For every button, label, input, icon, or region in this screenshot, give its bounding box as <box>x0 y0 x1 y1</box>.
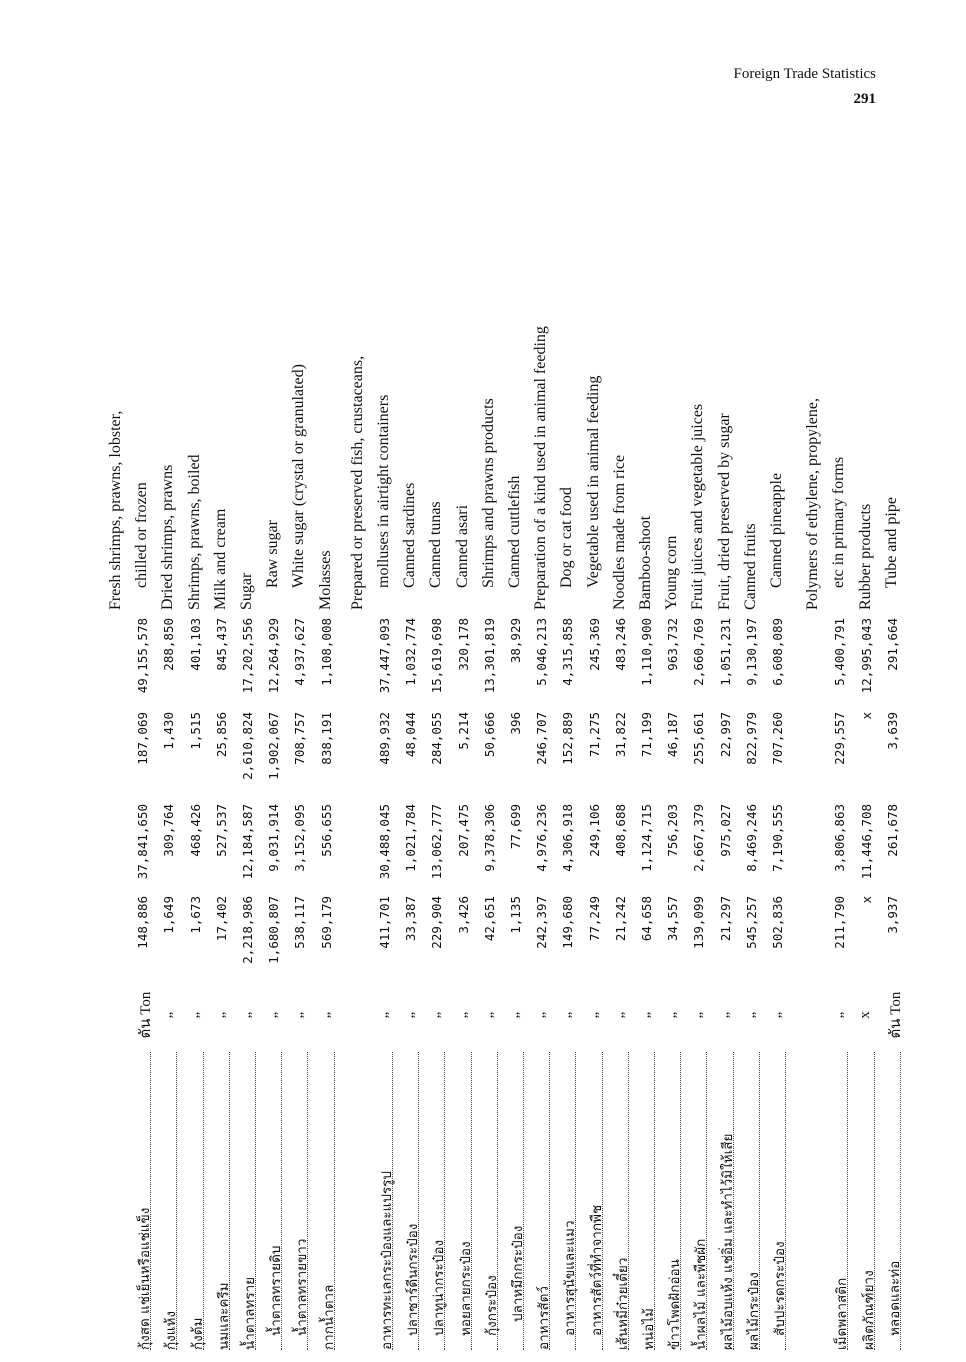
thai-label: กุ้งสด แช่เย็นหรือแช่แข็ง <box>133 1052 151 1350</box>
table-row <box>686 130 712 1350</box>
value-cell: 556,655 <box>318 804 334 857</box>
value-cell: 1,110,900 <box>639 618 654 686</box>
value-cell: 9,378,306 <box>481 804 497 872</box>
value-cell: 149,680 <box>560 896 576 949</box>
value-cell: 4,315,858 <box>560 618 576 686</box>
english-label: Milk and cream <box>211 508 229 610</box>
unit-cell: „ <box>637 1011 653 1019</box>
table-row <box>235 130 261 1350</box>
english-label: chilled or frozen <box>133 482 151 588</box>
english-label: Tube and pipe <box>882 497 900 588</box>
thai-label: ปลาทูน่ากระป๋อง <box>427 1052 445 1350</box>
english-label: Canned fruits <box>741 523 759 610</box>
value-cell: 1,515 <box>187 712 203 750</box>
english-label: Young corn <box>663 535 681 610</box>
value-cell: 15,619,698 <box>429 618 445 694</box>
thai-label: กากน้ำตาล <box>317 1052 335 1350</box>
value-cell: 49,155,578 <box>135 618 151 694</box>
value-cell: 22,997 <box>717 712 733 758</box>
table-row <box>209 130 235 1350</box>
unit-cell: „ <box>741 1011 758 1019</box>
value-cell: 64,658 <box>639 896 654 942</box>
thai-label: น้ำตาลทรายขาว <box>290 1052 308 1350</box>
value-cell: 9,130,197 <box>743 618 759 686</box>
value-cell: 489,932 <box>377 712 392 765</box>
unit-cell: „ <box>663 1011 680 1019</box>
value-cell: 12,995,043 <box>858 618 874 694</box>
value-cell: 1,124,715 <box>639 804 654 872</box>
unit-cell: „ <box>238 1011 254 1019</box>
value-cell: 1,108,008 <box>318 618 334 686</box>
value-cell: 38,929 <box>508 618 523 664</box>
value-cell: 3,426 <box>455 896 471 934</box>
english-label: White sugar (crystal or granulated) <box>290 364 308 588</box>
value-cell: 1,135 <box>508 896 523 934</box>
english-label: Prepared or preserved fish, crustaceans, <box>348 355 366 610</box>
unit-cell: ตัน Ton <box>887 991 904 1039</box>
table-row <box>582 130 608 1350</box>
english-label: Rubber products <box>856 503 874 610</box>
value-cell: 245,369 <box>586 618 602 671</box>
unit-cell: „ <box>290 1011 307 1019</box>
thai-label: กุ้งแห้ง <box>159 1052 177 1350</box>
value-cell: 242,397 <box>534 896 550 949</box>
value-cell: 468,426 <box>187 804 203 857</box>
value-cell: 483,246 <box>612 618 628 671</box>
unit-cell: „ <box>689 1011 706 1019</box>
table-row <box>104 130 130 1350</box>
table-row <box>739 130 765 1350</box>
value-cell: 12,264,929 <box>266 618 282 694</box>
value-cell: 502,836 <box>770 896 785 949</box>
value-cell: 545,257 <box>743 896 759 949</box>
english-label: Canned sardines <box>401 482 419 588</box>
value-cell: 1,051,231 <box>717 618 733 686</box>
value-cell: 17,402 <box>213 896 229 942</box>
table-row <box>261 130 287 1350</box>
value-cell: 1,673 <box>187 896 203 934</box>
value-cell: 1,902,067 <box>266 712 282 780</box>
value-cell: 148,886 <box>135 896 151 949</box>
value-cell: 401,103 <box>187 618 203 671</box>
table-row <box>880 130 906 1350</box>
english-label: Fruit, dried preserved by sugar <box>715 413 733 610</box>
table-row <box>183 130 209 1350</box>
value-cell: 756,203 <box>665 804 681 857</box>
value-cell: 13,062,777 <box>429 804 445 880</box>
value-cell: 3,937 <box>884 896 900 934</box>
thai-label: หอยลายกระป๋อง <box>454 1052 472 1350</box>
thai-label: อาหารสัตว์ <box>532 1052 550 1350</box>
table-row <box>424 130 450 1350</box>
table-row <box>346 130 372 1350</box>
english-label: Canned tunas <box>427 501 445 588</box>
value-cell: 13,301,819 <box>481 618 497 694</box>
value-cell: 25,856 <box>213 712 229 758</box>
page-header <box>733 66 876 108</box>
thai-label: น้ำตาลทรายดิบ <box>264 1052 282 1350</box>
value-cell: 246,707 <box>534 712 550 765</box>
thai-label: ปลาซาร์ดีนกระป๋อง <box>401 1052 419 1350</box>
table-row <box>634 130 660 1350</box>
value-cell: 527,537 <box>213 804 229 857</box>
english-label: Shrimps and prawns products <box>479 398 497 588</box>
unit-cell: „ <box>375 1011 391 1019</box>
value-cell: 291,664 <box>884 618 900 671</box>
value-cell: 71,199 <box>639 712 654 758</box>
value-cell: 21,242 <box>612 896 628 942</box>
table-row <box>827 130 853 1350</box>
table-row <box>555 130 581 1350</box>
unit-cell: „ <box>532 1011 549 1019</box>
value-cell: 31,822 <box>612 712 628 758</box>
rotated-table <box>90 130 904 1350</box>
value-cell: 261,678 <box>884 804 900 857</box>
value-cell: 975,027 <box>717 804 733 857</box>
value-cell: 1,680,807 <box>266 896 282 964</box>
english-label: Vegetable used in animal feeding <box>584 375 602 588</box>
english-label: Dried shrimps, prawns <box>159 464 177 610</box>
unit-cell: „ <box>264 1011 281 1019</box>
thai-label: กุ้งกระป๋อง <box>480 1052 498 1350</box>
thai-label: น้ำตาลทราย <box>238 1052 256 1350</box>
english-label: Canned asari <box>453 504 471 588</box>
unit-cell: „ <box>830 1011 847 1019</box>
thai-label: อาหารทะเลกระป๋องและแปรรูป <box>375 1052 393 1350</box>
unit-cell: „ <box>211 1011 228 1019</box>
value-cell: 4,976,236 <box>534 804 550 872</box>
thai-label: เม็ดพลาสติก <box>830 1052 848 1350</box>
value-cell: 396 <box>508 712 523 735</box>
thai-label: อาหารสัตว์ที่ทำจากพืช <box>585 1052 603 1350</box>
english-label: etc in primary forms <box>830 456 848 588</box>
table-row <box>451 130 477 1350</box>
value-cell: 309,764 <box>161 804 177 857</box>
unit-cell: „ <box>610 1011 627 1019</box>
value-cell: 3,152,095 <box>292 804 308 872</box>
value-cell: 50,666 <box>481 712 497 758</box>
value-cell: 2,218,986 <box>240 896 255 964</box>
table-row <box>801 130 827 1350</box>
unit-cell: „ <box>316 1011 333 1019</box>
thai-label: นมและครีม <box>212 1052 230 1350</box>
value-cell: 21,297 <box>717 896 733 942</box>
value-cell: 3,806,863 <box>832 804 848 872</box>
thai-label: หลอดและท่อ <box>883 1052 901 1350</box>
value-cell: 34,557 <box>665 896 681 942</box>
value-cell: 255,661 <box>691 712 707 765</box>
thai-label: อาหารสุนัขและแมว <box>558 1052 576 1350</box>
value-cell: 2,660,769 <box>691 618 707 686</box>
table-row <box>130 130 156 1350</box>
value-cell: 1,032,774 <box>403 618 419 686</box>
value-cell: 37,841,650 <box>135 804 151 880</box>
value-cell: 408,688 <box>612 804 628 857</box>
value-cell: 411,701 <box>377 896 392 949</box>
english-label: Bamboo-shoot <box>637 515 654 610</box>
unit-cell: „ <box>715 1011 732 1019</box>
thai-label: ผลไม้กระป๋อง <box>742 1052 760 1350</box>
english-label: Polymers of ethylene, propylene, <box>804 398 822 610</box>
value-cell: 8,469,246 <box>743 804 759 872</box>
value-cell: 187,069 <box>135 712 151 765</box>
value-cell: 46,187 <box>665 712 681 758</box>
value-cell: 229,904 <box>429 896 445 949</box>
value-cell: 708,757 <box>292 712 308 765</box>
english-label: Canned pineapple <box>768 472 785 588</box>
table-row <box>156 130 182 1350</box>
unit-cell: ตัน Ton <box>138 991 155 1039</box>
value-cell: 963,732 <box>665 618 681 671</box>
value-cell: 152,889 <box>560 712 576 765</box>
value-cell: 4,937,627 <box>292 618 308 686</box>
header-title: Foreign Trade Statistics <box>733 66 876 82</box>
value-cell: 12,184,587 <box>240 804 255 880</box>
value-cell: 838,191 <box>318 712 334 765</box>
value-cell: 33,387 <box>403 896 419 942</box>
value-cell: 538,117 <box>292 896 308 949</box>
unit-cell: „ <box>159 1011 176 1019</box>
value-cell: 320,178 <box>455 618 471 671</box>
value-cell: x <box>858 896 874 904</box>
english-label: Raw sugar <box>264 520 282 588</box>
value-cell: 9,031,914 <box>266 804 282 872</box>
table-row <box>608 130 634 1350</box>
value-cell: x <box>858 712 874 720</box>
value-cell: 1,430 <box>161 712 177 750</box>
thai-label: น้ำผลไม้ และพืชผัก <box>689 1052 707 1350</box>
unit-cell: „ <box>453 1011 470 1019</box>
value-cell: 7,190,555 <box>770 804 785 872</box>
value-cell: 1,021,784 <box>403 804 419 872</box>
unit-cell: „ <box>558 1011 575 1019</box>
english-label: Noodles made from rice <box>610 454 628 610</box>
value-cell: 48,044 <box>403 712 419 758</box>
table-row <box>314 130 340 1350</box>
value-cell: 71,275 <box>586 712 602 758</box>
value-cell: 42,651 <box>481 896 497 942</box>
thai-label: ผลไม้อบแห้ง แช่อิ่ม และทำไว้มิให้เสีย <box>716 1052 734 1350</box>
english-label: Molasses <box>316 550 334 610</box>
value-cell: 284,055 <box>429 712 445 765</box>
table-row <box>765 130 791 1350</box>
value-cell: 17,202,556 <box>240 618 255 694</box>
value-cell: 207,475 <box>455 804 471 857</box>
table-row <box>477 130 503 1350</box>
table-row <box>529 130 555 1350</box>
value-cell: 249,106 <box>586 804 602 857</box>
table-row <box>854 130 880 1350</box>
thai-label: ข้าวโพดฝักอ่อน <box>663 1052 681 1350</box>
english-label: Sugar <box>238 572 255 610</box>
value-cell: 3,639 <box>884 712 900 750</box>
unit-cell: „ <box>185 1011 202 1019</box>
value-cell: 5,046,213 <box>534 618 550 686</box>
value-cell: 5,214 <box>455 712 471 750</box>
value-cell: 11,446,708 <box>858 804 874 880</box>
english-label: Fresh shrimps, prawns, lobster, <box>107 410 124 610</box>
unit-cell: „ <box>427 1011 444 1019</box>
english-label: Preparation of a kind used in animal feeding <box>532 326 550 610</box>
value-cell: 139,099 <box>691 896 707 949</box>
thai-label: สับปะรดกระป๋อง <box>768 1052 786 1350</box>
value-cell: 4,306,918 <box>560 804 576 872</box>
value-cell: 1,649 <box>161 896 177 934</box>
unit-cell: „ <box>584 1011 601 1019</box>
page-number: 291 <box>853 91 876 107</box>
table-row <box>398 130 424 1350</box>
value-cell: 77,699 <box>508 804 523 850</box>
english-label: Fruit juices and vegetable juices <box>689 403 707 610</box>
table-row <box>713 130 739 1350</box>
table-row <box>660 130 686 1350</box>
english-label: Dog or cat food <box>558 487 576 588</box>
unit-cell: „ <box>506 1011 522 1019</box>
english-label: Canned cuttlefish <box>506 475 523 588</box>
table-row <box>372 130 398 1350</box>
english-label: molluses in airtight containers <box>375 394 392 588</box>
thai-label: หน่อไม้ <box>637 1052 655 1350</box>
unit-cell: „ <box>479 1011 496 1019</box>
value-cell: 2,610,824 <box>240 712 255 780</box>
thai-label: กุ้งต้ม <box>186 1052 204 1350</box>
thai-label: ปลาหมึกกระป๋อง <box>506 1052 524 1350</box>
value-cell: 822,979 <box>743 712 759 765</box>
unit-cell: x <box>856 1011 873 1019</box>
table-row <box>503 130 529 1350</box>
value-cell: 6,608,089 <box>770 618 785 686</box>
table-row <box>287 130 313 1350</box>
value-cell: 2,667,379 <box>691 804 707 872</box>
unit-cell: „ <box>768 1011 784 1019</box>
value-cell: 211,790 <box>832 896 848 949</box>
value-cell: 37,447,093 <box>377 618 392 694</box>
thai-label: เส้นหมี่ก๋วยเตี๋ยว <box>611 1052 629 1350</box>
thai-label: ผลิตภัณฑ์ยาง <box>857 1052 875 1350</box>
unit-cell: „ <box>401 1011 418 1019</box>
english-label: Shrimps, prawns, boiled <box>185 454 203 610</box>
value-cell: 569,179 <box>318 896 334 949</box>
value-cell: 77,249 <box>586 896 602 942</box>
value-cell: 707,260 <box>770 712 785 765</box>
value-cell: 845,437 <box>213 618 229 671</box>
value-cell: 30,488,045 <box>377 804 392 880</box>
value-cell: 5,400,791 <box>832 618 848 686</box>
value-cell: 288,850 <box>161 618 177 671</box>
value-cell: 229,557 <box>832 712 848 765</box>
